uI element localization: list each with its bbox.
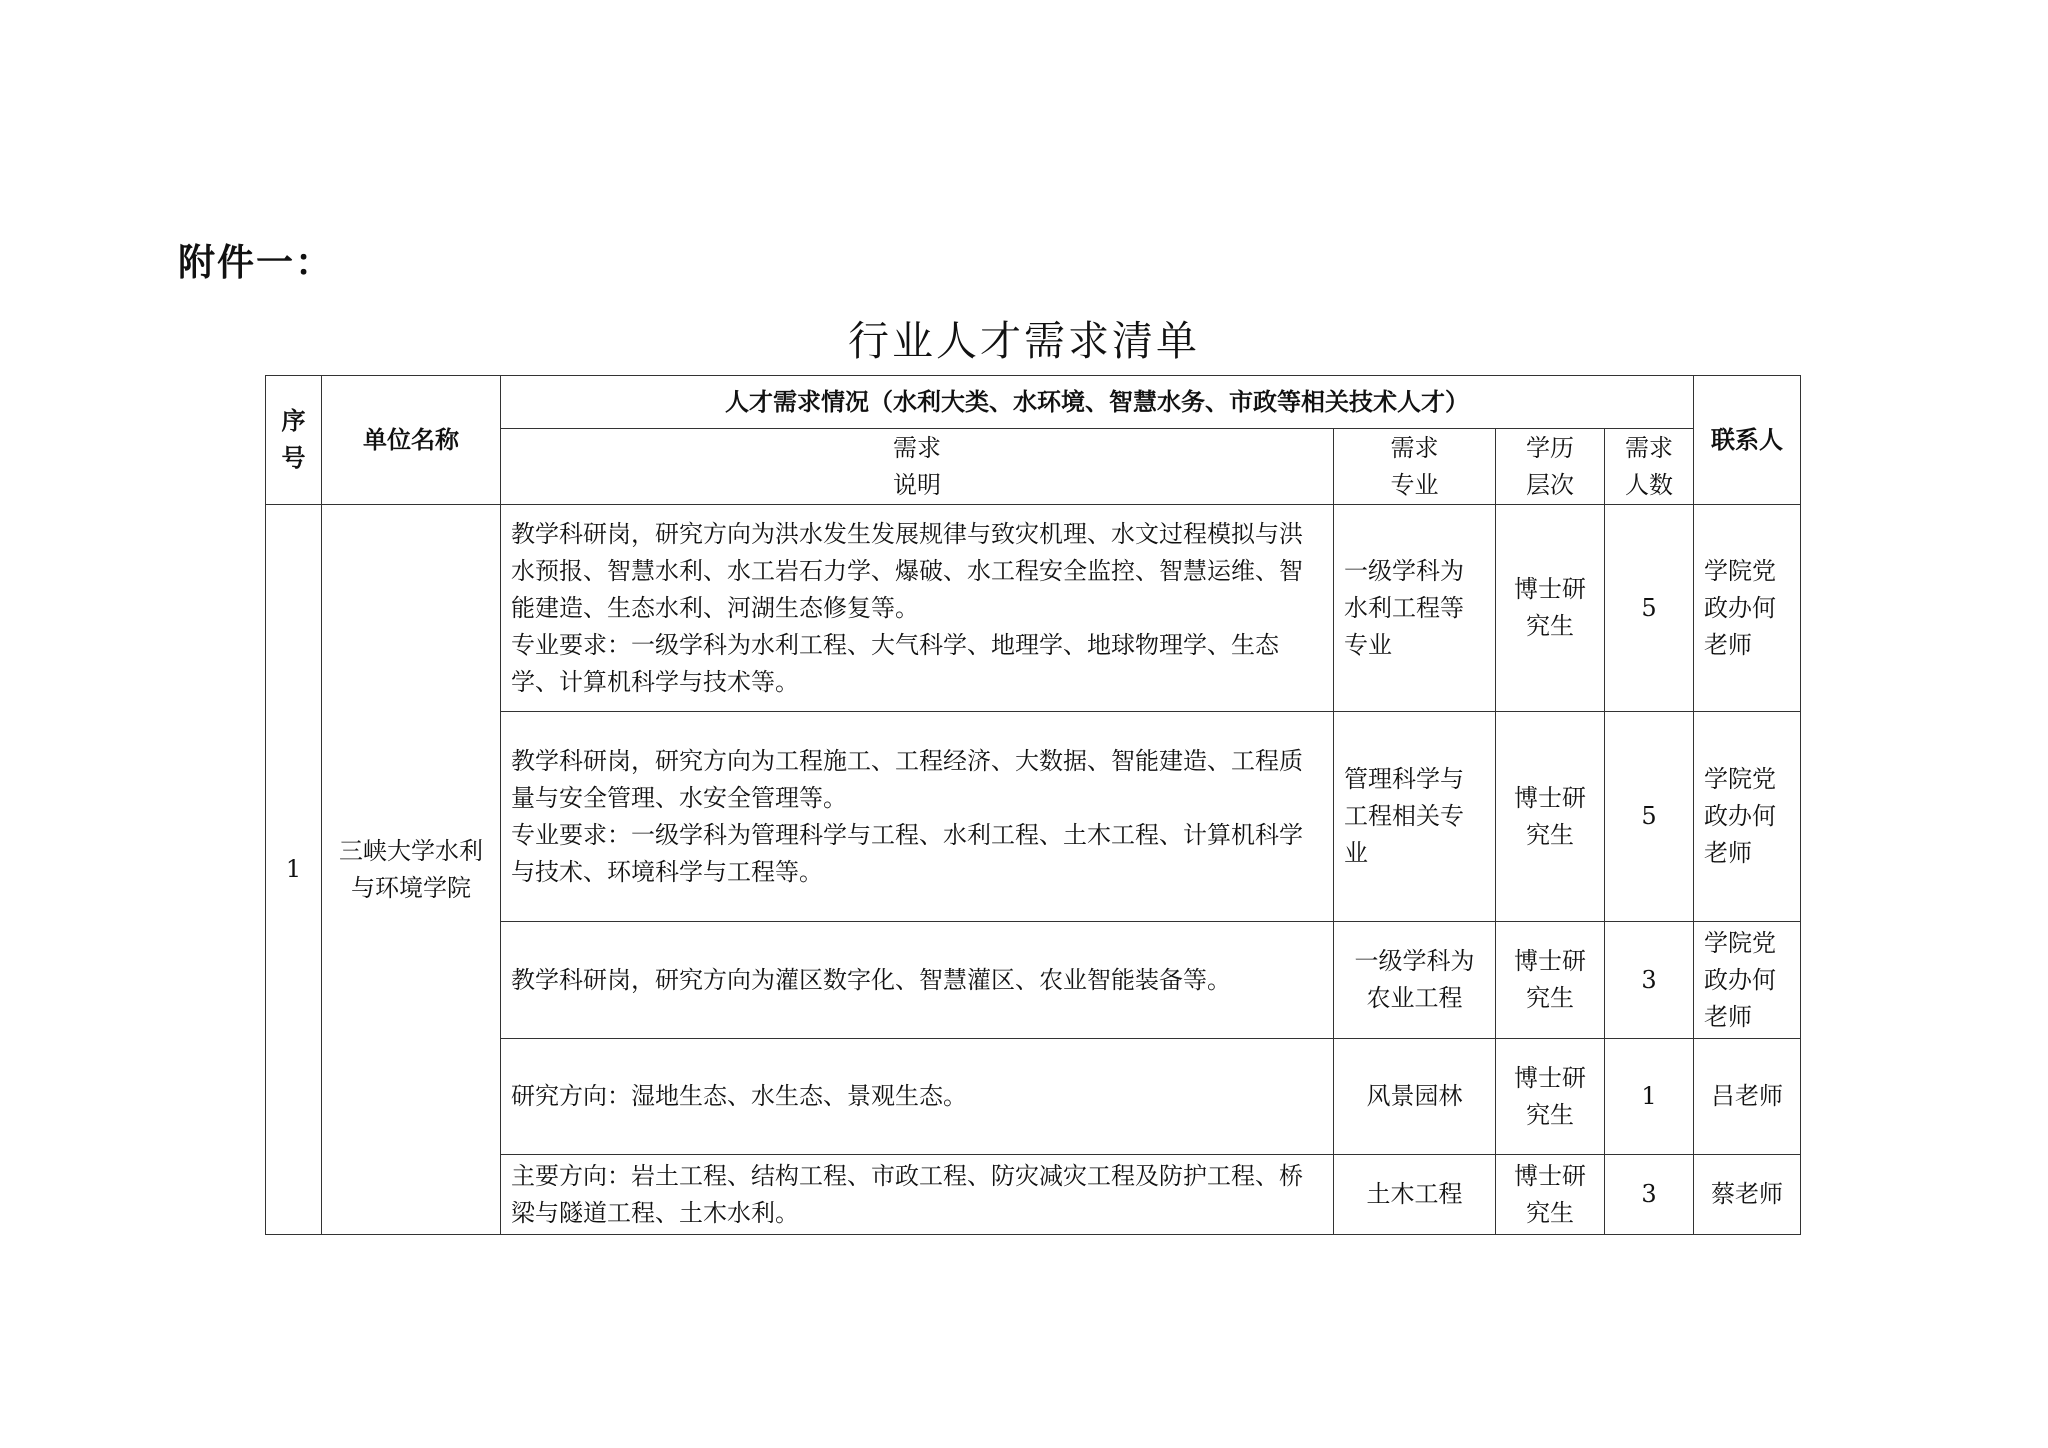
major-cell: 一级学科为农业工程 (1334, 922, 1496, 1039)
count-cell: 5 (1605, 712, 1694, 922)
seq-cell: 1 (266, 505, 322, 1235)
header-contact: 联系人 (1694, 376, 1801, 505)
header-seq: 序 号 (266, 376, 322, 505)
unit-name-cell: 三峡大学水利与环境学院 (322, 505, 501, 1235)
header-unit-name: 单位名称 (322, 376, 501, 505)
header-education: 学历 层次 (1496, 429, 1605, 505)
header-row-top (266, 376, 1801, 429)
header-count: 需求 人数 (1605, 429, 1694, 505)
contact-cell: 学院党政办何老师 (1694, 712, 1801, 922)
description-cell: 教学科研岗，研究方向为洪水发生发展规律与致灾机理、水文过程模拟与洪水预报、智慧水利、水工岩石力学、爆破、水工程安全监控、智慧运维、智能建造、生态水利、河湖生态修复等。 专业要求：一级学科为水利工程、大气科学、地理学、地球物理学、生态学、计算机科学与技术等。 (501, 505, 1334, 712)
contact-cell: 蔡老师 (1694, 1155, 1801, 1235)
description-cell: 主要方向：岩土工程、结构工程、市政工程、防灾减灾工程及防护工程、桥梁与隧道工程、土木水利。 (501, 1155, 1334, 1235)
major-cell: 一级学科为水利工程等专业 (1334, 505, 1496, 712)
document-title: 行业人才需求清单 (848, 317, 1200, 365)
major-cell: 风景园林 (1334, 1039, 1496, 1155)
education-cell: 博士研究生 (1496, 1155, 1605, 1235)
major-cell: 管理科学与工程相关专业 (1334, 712, 1496, 922)
table-row (266, 505, 1801, 712)
talent-demand-table (265, 375, 1801, 1235)
count-cell: 3 (1605, 1155, 1694, 1235)
count-cell: 3 (1605, 922, 1694, 1039)
header-description: 需求 说明 (501, 429, 1334, 505)
description-cell: 教学科研岗，研究方向为灌区数字化、智慧灌区、农业智能装备等。 (501, 922, 1334, 1039)
contact-cell: 吕老师 (1694, 1039, 1801, 1155)
contact-cell: 学院党政办何老师 (1694, 922, 1801, 1039)
description-cell: 教学科研岗，研究方向为工程施工、工程经济、大数据、智能建造、工程质量与安全管理、水安全管理等。 专业要求：一级学科为管理科学与工程、水利工程、土木工程、计算机科学与技术、环境科学与工程等。 (501, 712, 1334, 922)
header-demand-group: 人才需求情况（水利大类、水环境、智慧水务、市政等相关技术人才） (501, 376, 1694, 429)
education-cell: 博士研究生 (1496, 922, 1605, 1039)
count-cell: 1 (1605, 1039, 1694, 1155)
header-major: 需求 专业 (1334, 429, 1496, 505)
count-cell: 5 (1605, 505, 1694, 712)
description-cell: 研究方向：湿地生态、水生态、景观生态。 (501, 1039, 1334, 1155)
education-cell: 博士研究生 (1496, 712, 1605, 922)
education-cell: 博士研究生 (1496, 1039, 1605, 1155)
annex-label: 附件一： (178, 241, 334, 284)
contact-cell: 学院党政办何老师 (1694, 505, 1801, 712)
major-cell: 土木工程 (1334, 1155, 1496, 1235)
education-cell: 博士研究生 (1496, 505, 1605, 712)
